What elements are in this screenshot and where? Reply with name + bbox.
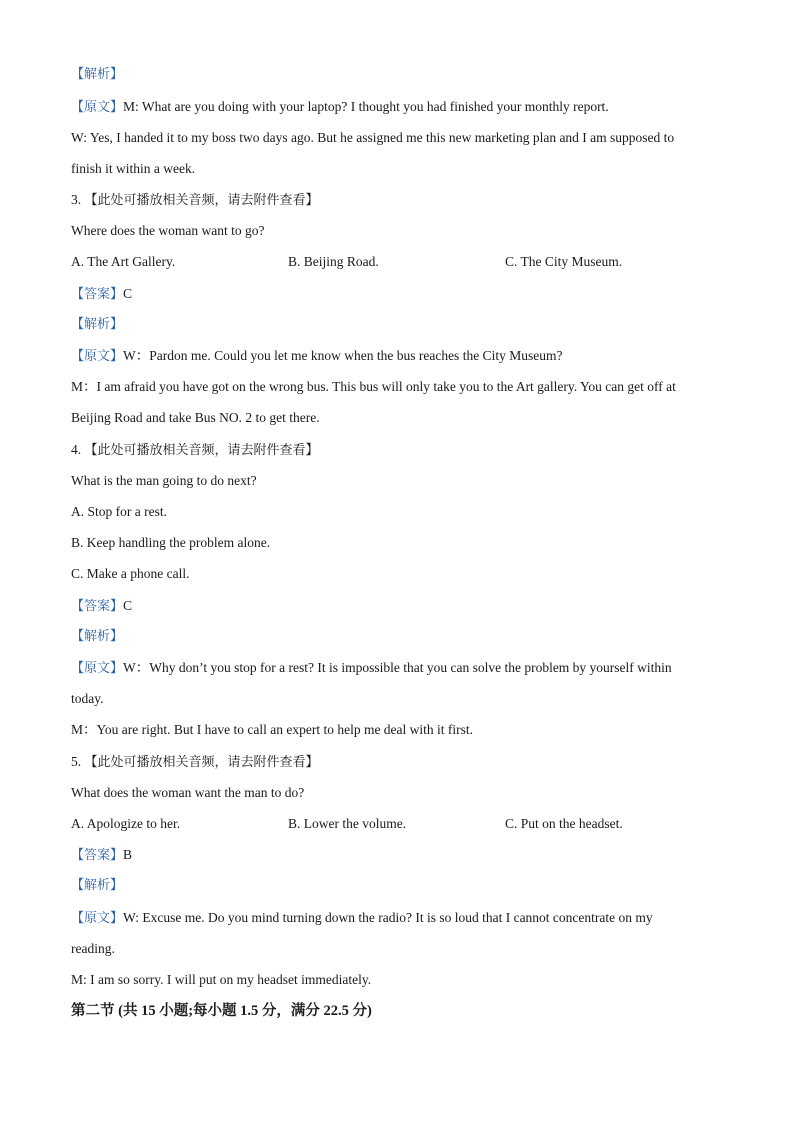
transcript-line: M: I am so sorry. I will put on my headset immediately. xyxy=(71,972,372,987)
question-number: 3. xyxy=(71,192,82,207)
audio-placeholder: 【此处可播放相关音频，请去附件查看】 xyxy=(84,443,319,458)
transcript-label: 【原文】 xyxy=(71,100,124,115)
transcript-line xyxy=(71,98,609,117)
answer-line xyxy=(71,285,132,304)
transcript-text: W：Why don’t you stop for a rest? It is impossible that you can solve the problem by yourself within xyxy=(123,660,672,675)
question-3-stem: Where does the woman want to go? xyxy=(71,223,265,238)
transcript-line: Beijing Road and take Bus NO. 2 to get there. xyxy=(71,410,320,425)
transcript-label: 【原文】 xyxy=(71,911,124,926)
option-a: A. The Art Gallery. xyxy=(71,254,176,269)
transcript-label: 【原文】 xyxy=(71,349,124,364)
audio-placeholder: 【此处可播放相关音频，请去附件查看】 xyxy=(84,755,319,770)
option-a: A. Stop for a rest. xyxy=(71,504,167,519)
transcript-label: 【原文】 xyxy=(71,661,124,676)
transcript-line: reading. xyxy=(71,941,115,956)
analysis-label: 【解析】 xyxy=(71,878,124,893)
option-a: A. Apologize to her. xyxy=(71,816,181,831)
answer-value: B xyxy=(123,847,133,862)
transcript-line: today. xyxy=(71,691,104,706)
analysis-label: 【解析】 xyxy=(71,629,124,644)
question-4-header xyxy=(71,441,319,460)
answer-line xyxy=(71,597,132,616)
question-3-header xyxy=(71,191,319,210)
answer-line xyxy=(71,846,132,865)
option-c: C. Make a phone call. xyxy=(71,566,190,581)
question-5-header xyxy=(71,753,319,772)
section-heading: 第二节 (共 15 小题;每小题 1.5 分，满分 22.5 分) xyxy=(71,1003,372,1019)
transcript-line xyxy=(71,909,653,928)
option-b: B. Keep handling the problem alone. xyxy=(71,535,271,550)
transcript-line xyxy=(71,659,672,678)
option-b: B. Lower the volume. xyxy=(288,816,407,831)
question-4-stem: What is the man going to do next? xyxy=(71,473,257,488)
transcript-line: M：I am afraid you have got on the wrong bus. This bus will only take you to the Art gallery. You can get off at xyxy=(71,379,676,394)
transcript-line xyxy=(71,347,562,366)
question-number: 5. xyxy=(71,754,82,769)
answer-value: C xyxy=(123,286,133,301)
option-b: B. Beijing Road. xyxy=(288,254,379,269)
question-number: 4. xyxy=(71,442,82,457)
answer-label: 【答案】 xyxy=(71,599,124,614)
transcript-line: finish it within a week. xyxy=(71,161,196,176)
answer-label: 【答案】 xyxy=(71,287,124,302)
audio-placeholder: 【此处可播放相关音频，请去附件查看】 xyxy=(84,193,319,208)
transcript-text: W: Excuse me. Do you mind turning down the radio? It is so loud that I cannot concentrate on my xyxy=(123,910,653,925)
answer-label: 【答案】 xyxy=(71,848,124,863)
option-c: C. Put on the headset. xyxy=(505,816,623,831)
transcript-text: W：Pardon me. Could you let me know when the bus reaches the City Museum? xyxy=(123,348,563,363)
transcript-line: W: Yes, I handed it to my boss two days ago. But he assigned me this new marketing plan and I am supposed to xyxy=(71,130,675,145)
option-c: C. The City Museum. xyxy=(505,254,623,269)
answer-value: C xyxy=(123,598,133,613)
analysis-label: 【解析】 xyxy=(71,67,124,82)
question-5-stem: What does the woman want the man to do? xyxy=(71,785,305,800)
transcript-text: M: What are you doing with your laptop? I thought you had finished your monthly report. xyxy=(123,99,609,114)
transcript-line: M：You are right. But I have to call an expert to help me deal with it first. xyxy=(71,722,474,737)
analysis-label: 【解析】 xyxy=(71,317,124,332)
